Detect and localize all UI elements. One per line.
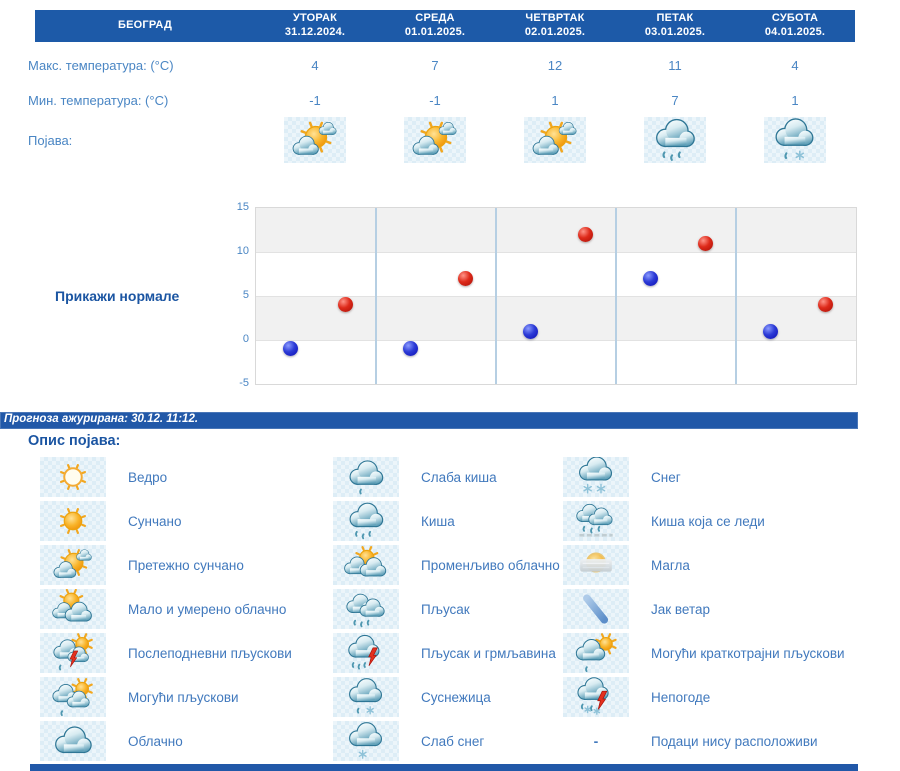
legend-item xyxy=(40,719,333,763)
legend-item xyxy=(563,543,870,587)
chart-plot xyxy=(255,207,857,385)
bottom-bar xyxy=(30,764,858,771)
max-temp-point xyxy=(578,227,593,242)
day-date: 31.12.2024. xyxy=(284,26,346,38)
day-header-2 xyxy=(495,12,615,40)
legend-icon-box xyxy=(40,633,106,673)
mostly-sunny-icon xyxy=(43,545,103,585)
max-temp-point xyxy=(818,297,833,312)
legend-title: Опис појава: xyxy=(28,433,121,449)
max-temp-value: 12 xyxy=(547,57,563,73)
legend-icon-box xyxy=(563,545,629,585)
chart-y-tick: 15 xyxy=(236,201,249,213)
phenomenon-icon-box xyxy=(524,117,586,163)
min-temp-point xyxy=(403,341,418,356)
chart-day-divider xyxy=(615,208,617,384)
day-header-4 xyxy=(735,12,855,40)
legend-item xyxy=(40,587,333,631)
min-temp-point xyxy=(763,324,778,339)
legend-icon-box xyxy=(40,721,106,761)
legend-item-label: Сунчано xyxy=(128,513,182,529)
legend-item xyxy=(563,719,870,763)
day-name: СУБОТА xyxy=(771,12,819,25)
day-name: УТОРАК xyxy=(292,12,338,25)
max-temp-point xyxy=(698,236,713,251)
legend-icon-box xyxy=(333,677,399,717)
legend-item xyxy=(333,631,563,675)
strong-wind-icon xyxy=(566,589,626,629)
legend-item-label: Пљусак xyxy=(421,601,470,617)
day-header-1 xyxy=(375,12,495,40)
legend-item-label: Магла xyxy=(651,557,690,573)
legend-item xyxy=(333,543,563,587)
day-header-3 xyxy=(615,12,735,40)
legend-item-label: Снег xyxy=(651,469,681,485)
phenomena-label: Појава: xyxy=(28,132,73,148)
legend-item-label: Променљиво облачно xyxy=(421,557,560,573)
legend-item-label: Послеподневни пљускови xyxy=(128,645,292,661)
min-temp-value: -1 xyxy=(429,92,441,108)
legend-item-label: Мало и умерено облачно xyxy=(128,601,287,617)
chart-day-divider xyxy=(495,208,497,384)
legend-item-label: Облачно xyxy=(128,733,183,749)
day-header-0 xyxy=(255,12,375,40)
legend-icon-box xyxy=(563,589,629,629)
phenomenon-icon-box xyxy=(644,117,706,163)
legend-item xyxy=(333,719,563,763)
fog-icon xyxy=(566,545,626,585)
legend-item xyxy=(40,543,333,587)
phenomenon-cell xyxy=(735,117,855,163)
phenomenon-cell xyxy=(615,117,735,163)
partly-cloudy-icon xyxy=(43,589,103,629)
legend-item-label: Пљусак и грмљавина xyxy=(421,645,556,661)
legend-icon-box xyxy=(40,457,106,497)
day-date: 03.01.2025. xyxy=(644,26,706,38)
legend-item-label: Слаба киша xyxy=(421,469,497,485)
light-rain-icon xyxy=(336,457,396,497)
min-temp-point xyxy=(283,341,298,356)
legend-item xyxy=(40,499,333,543)
day-name: ЧЕТВРТАК xyxy=(525,12,585,25)
legend-item xyxy=(563,587,870,631)
day-name: ПЕТАК xyxy=(656,12,694,25)
min-temp-value: 1 xyxy=(791,92,799,108)
phenomenon-icon-box xyxy=(404,117,466,163)
min-temp-point xyxy=(643,271,658,286)
legend-icon-box xyxy=(40,677,106,717)
forecast-updated-text: Прогноза ажурирана: 30.12. 11:12. xyxy=(4,413,199,425)
max-temp-point xyxy=(458,271,473,286)
chart-gridline xyxy=(256,252,856,253)
thunder-shower-icon xyxy=(336,633,396,673)
phenomenon-cell xyxy=(255,117,375,163)
phenomena-legend xyxy=(40,455,870,763)
clear-icon xyxy=(43,457,103,497)
legend-item-label: Могући пљускови xyxy=(128,689,239,705)
legend-item-label: Јак ветар xyxy=(651,601,711,617)
legend-item xyxy=(40,675,333,719)
rain-icon xyxy=(336,501,396,541)
max-temp-label: Макс. температура: (°C) xyxy=(28,57,174,73)
day-date: 04.01.2025. xyxy=(764,26,826,38)
min-temp-value: 7 xyxy=(671,92,679,108)
severe-weather-icon xyxy=(566,677,626,717)
sleet-icon xyxy=(336,677,396,717)
legend-column-0 xyxy=(40,455,333,763)
max-temp-value: 11 xyxy=(668,57,682,73)
sunny-icon xyxy=(43,501,103,541)
chart-y-tick: -5 xyxy=(239,377,249,389)
phenomenon-icon-box xyxy=(284,117,346,163)
legend-item-label: Могући краткотрајни пљускови xyxy=(651,645,845,661)
snow-icon xyxy=(566,457,626,497)
no-data-icon: - xyxy=(593,733,599,749)
rain-icon xyxy=(644,117,706,163)
chart-day-divider xyxy=(375,208,377,384)
legend-item xyxy=(40,631,333,675)
max-temp-value: 7 xyxy=(431,57,439,73)
legend-item xyxy=(333,455,563,499)
phenomena-row xyxy=(28,114,855,166)
legend-item xyxy=(40,455,333,499)
temperature-chart xyxy=(0,200,900,395)
legend-column-2 xyxy=(563,455,870,763)
legend-item xyxy=(333,675,563,719)
legend-icon-box xyxy=(333,545,399,585)
cloudy-icon xyxy=(43,721,103,761)
min-temp-row xyxy=(28,88,855,112)
legend-column-1 xyxy=(333,455,563,763)
mostly-sunny-icon xyxy=(404,117,466,163)
max-temp-value: 4 xyxy=(311,57,319,73)
show-normals-link[interactable]: Прикажи нормале xyxy=(55,288,180,304)
legend-item xyxy=(563,455,870,499)
legend-item-label: Киша која се леди xyxy=(651,513,765,529)
max-temp-value: 4 xyxy=(791,57,799,73)
legend-item-label: Непогоде xyxy=(651,689,711,705)
day-date: 02.01.2025. xyxy=(524,26,586,38)
max-temp-row xyxy=(28,53,855,77)
legend-icon-box xyxy=(333,721,399,761)
chart-y-tick: 0 xyxy=(242,333,249,345)
phenomenon-cell xyxy=(495,117,615,163)
legend-item-label: Слаб снег xyxy=(421,733,485,749)
day-date: 01.01.2025. xyxy=(404,26,466,38)
legend-item-label: Суснежица xyxy=(421,689,491,705)
legend-item xyxy=(333,587,563,631)
min-temp-point xyxy=(523,324,538,339)
phenomenon-cell xyxy=(375,117,495,163)
phenomenon-icon-box xyxy=(764,117,826,163)
legend-icon-box xyxy=(563,633,629,673)
min-temp-label: Мин. температура: (°C) xyxy=(28,92,169,108)
legend-icon-box xyxy=(333,589,399,629)
min-temp-value: -1 xyxy=(309,92,321,108)
legend-icon-box xyxy=(333,633,399,673)
max-temp-point xyxy=(338,297,353,312)
light-snow-icon xyxy=(336,721,396,761)
legend-item-label: Претежно сунчано xyxy=(128,557,244,573)
legend-item-label: Киша xyxy=(421,513,455,529)
chart-y-tick: 5 xyxy=(242,289,249,301)
legend-item-label: Ведро xyxy=(128,469,168,485)
freezing-rain-icon xyxy=(566,501,626,541)
mostly-sunny-icon xyxy=(524,117,586,163)
chart-day-divider xyxy=(735,208,737,384)
legend-icon-box xyxy=(333,457,399,497)
legend-icon-box xyxy=(333,501,399,541)
legend-icon-box xyxy=(563,457,629,497)
legend-icon-box xyxy=(563,677,629,717)
possible-showers-icon xyxy=(43,677,103,717)
legend-item xyxy=(563,631,870,675)
min-temp-value: 1 xyxy=(551,92,559,108)
legend-icon-box xyxy=(563,501,629,541)
legend-item xyxy=(563,675,870,719)
legend-item-label: Подаци нису расположиви xyxy=(651,733,818,749)
afternoon-showers-icon xyxy=(43,633,103,673)
legend-icon-box xyxy=(40,589,106,629)
forecast-updated-bar xyxy=(0,412,858,429)
chart-y-tick: 10 xyxy=(236,245,249,257)
shower-icon xyxy=(336,589,396,629)
mostly-sunny-icon xyxy=(284,117,346,163)
legend-item xyxy=(333,499,563,543)
legend-item xyxy=(563,499,870,543)
day-name: СРЕДА xyxy=(415,12,455,25)
variable-clouds-icon xyxy=(336,545,396,585)
city-header: БЕОГРАД xyxy=(118,19,172,32)
chart-gridline xyxy=(256,340,856,341)
brief-showers-icon xyxy=(566,633,626,673)
legend-icon-box xyxy=(40,501,106,541)
forecast-header-row xyxy=(35,10,855,42)
sleet-icon xyxy=(764,117,826,163)
legend-icon-box xyxy=(40,545,106,585)
